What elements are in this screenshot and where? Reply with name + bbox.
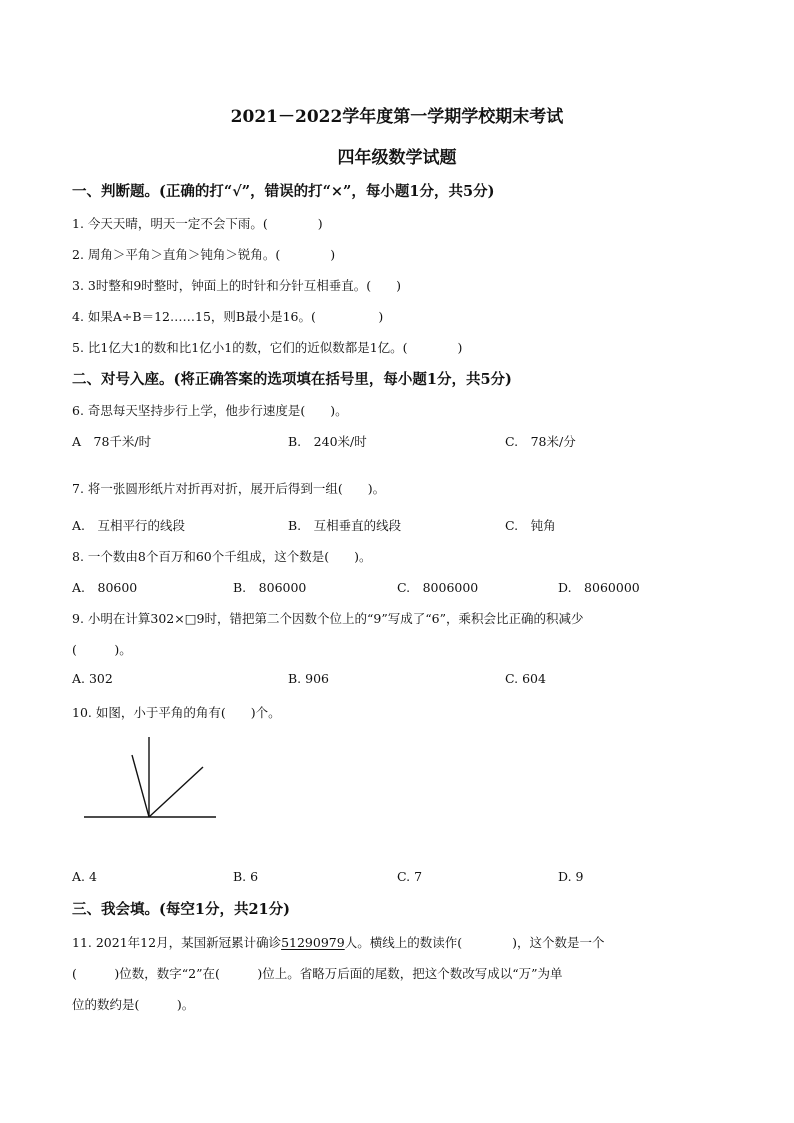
exam-title: 2021－2022学年度第一学期学校期末考试 [230, 107, 564, 127]
question-11-line3: 位的数约是( )。 [72, 997, 195, 1012]
question-2: 2. 周角＞平角＞直角＞钝角＞锐角。( ) [72, 247, 336, 262]
q10-option-c: C. 7 [397, 869, 423, 884]
question-4: 4. 如果A÷B＝12……15，则B最小是16。( ) [72, 309, 384, 324]
q11-text-pre: 11. 2021年12月，某国新冠累计确诊 [72, 935, 282, 950]
question-7: 7. 将一张圆形纸片对折再对折，展开后得到一组( )。 [72, 481, 386, 496]
q9-option-a: A. 302 [72, 671, 113, 686]
question-11-line1 [72, 933, 604, 951]
q10-option-a: A. 4 [72, 869, 97, 884]
question-6: 6. 奇思每天坚持步行上学，他步行速度是( )。 [72, 403, 348, 418]
question-10: 10. 如图，小于平角的角有( )个。 [72, 705, 281, 720]
q10-option-d: D. 9 [558, 869, 584, 884]
right-ray [149, 767, 203, 817]
question-1: 1. 今天天晴，明天一定不会下雨。( ) [72, 216, 323, 231]
section1-heading: 一、判断题。(正确的打“√”，错误的打“×”，每小题1分，共5分) [72, 183, 495, 200]
question-8: 8. 一个数由8个百万和60个千组成，这个数是( )。 [72, 549, 372, 564]
q6-option-a: A 78千米/时 [72, 434, 152, 449]
q9-option-b: B. 906 [288, 671, 329, 686]
q6-option-b: B. 240米/时 [288, 434, 367, 449]
q8-option-c: C. 8006000 [397, 580, 479, 595]
angle-figure [80, 733, 220, 825]
section3-heading: 三、我会填。(每空1分，共21分) [72, 901, 290, 918]
q7-option-b: B. 互相垂直的线段 [288, 518, 402, 533]
question-9: 9. 小明在计算302×□9时，错把第二个因数个位上的“9”写成了“6”，乘积会比正确的积减少 [72, 611, 584, 626]
section2-heading: 二、对号入座。(将正确答案的选项填在括号里，每小题1分，共5分) [72, 371, 512, 388]
question-5: 5. 比1亿大1的数和比1亿小1的数，它们的近似数都是1亿。( ) [72, 340, 463, 355]
question-3: 3. 3时整和9时整时，钟面上的时针和分针互相垂直。( ) [72, 278, 402, 293]
q6-option-c: C. 78米/分 [505, 434, 576, 449]
question-9-blank: ( )。 [72, 642, 132, 657]
q11-text-post: 人。横线上的数读作( )，这个数是一个 [344, 935, 605, 950]
q9-option-c: C. 604 [505, 671, 546, 686]
left-ray [132, 755, 149, 817]
q10-option-b: B. 6 [233, 869, 259, 884]
question-11-line2: ( )位数，数字“2”在( )位上。省略万后面的尾数，把这个数改写成以“万”为单 [72, 966, 563, 981]
q7-option-c: C. 钝角 [505, 518, 556, 533]
q7-option-a: A. 互相平行的线段 [72, 518, 186, 533]
q8-option-d: D. 8060000 [558, 580, 640, 595]
exam-subtitle: 四年级数学试题 [337, 148, 457, 168]
q11-underlined-number: 51290979 [281, 935, 345, 950]
q8-option-b: B. 806000 [233, 580, 307, 595]
q8-option-a: A. 80600 [72, 580, 138, 595]
